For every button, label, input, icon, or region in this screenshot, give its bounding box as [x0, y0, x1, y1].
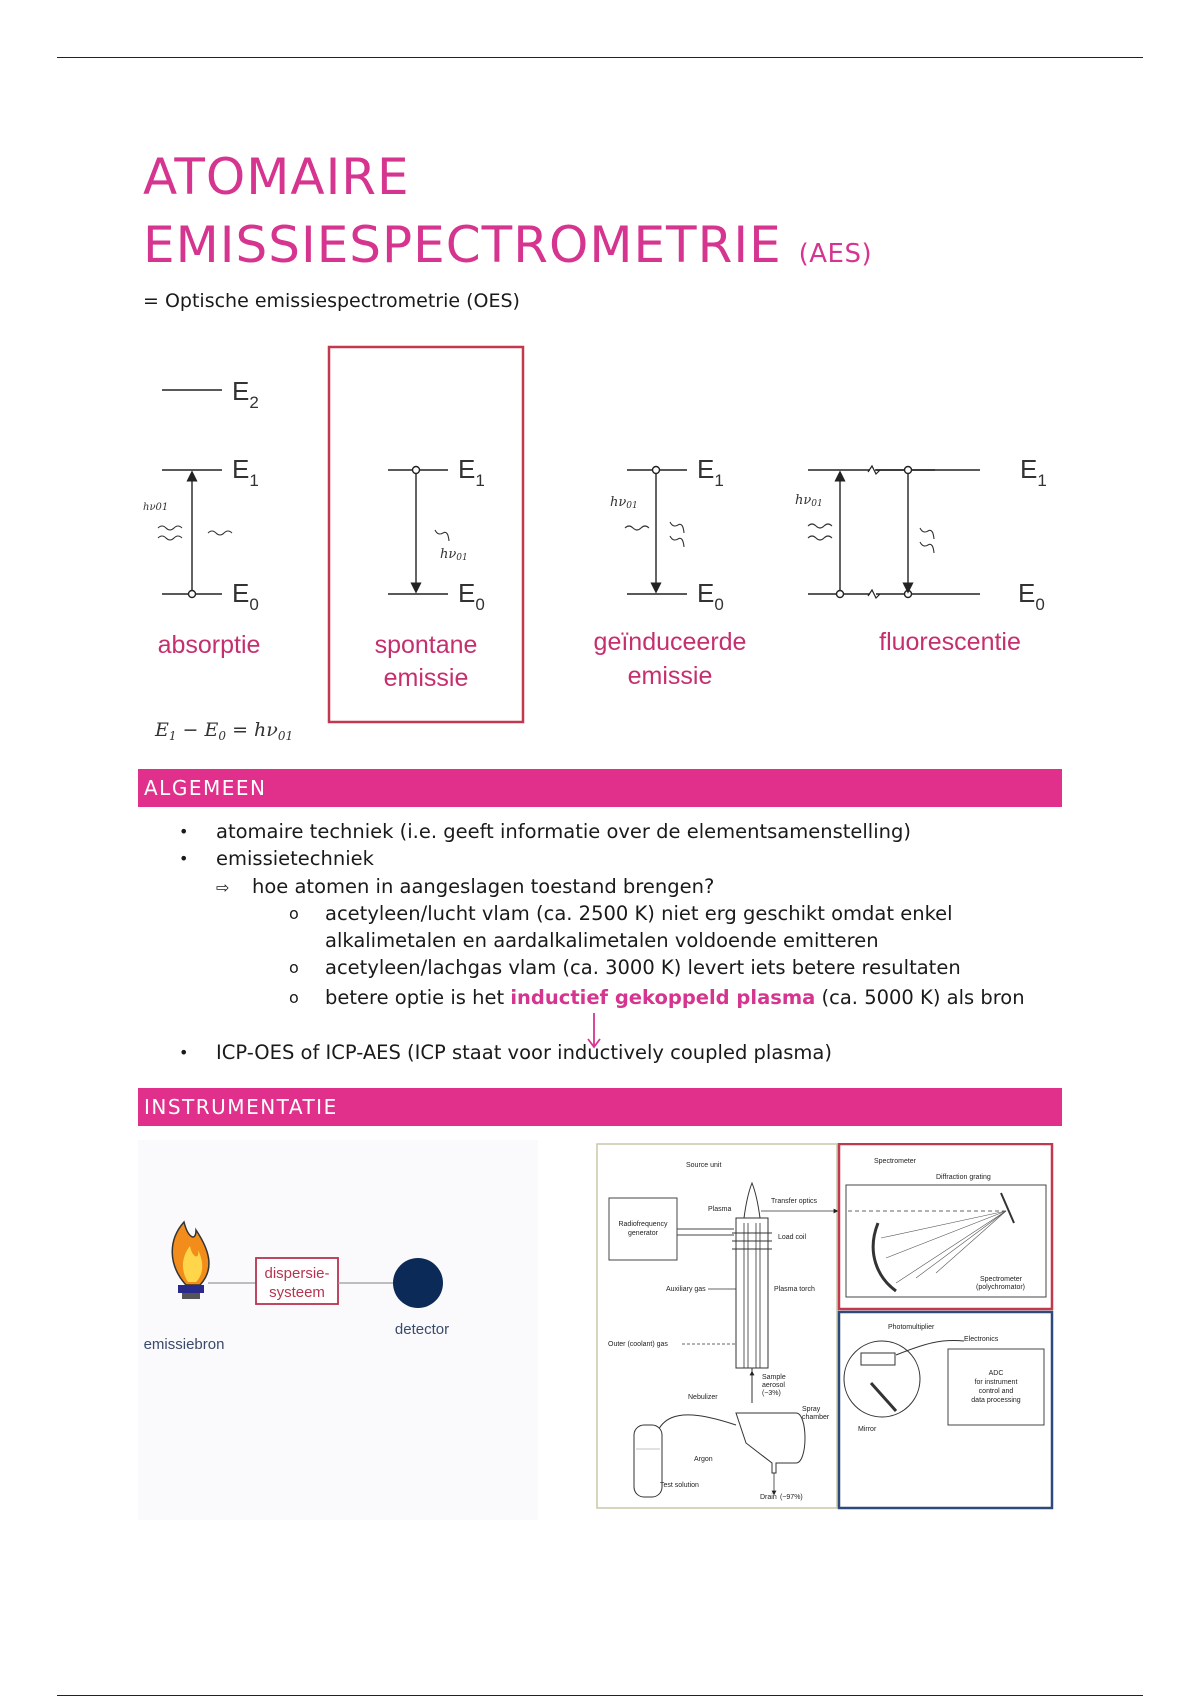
- sub-text-1a: acetyleen/lucht vlam (ca. 2500 K) niet erg geschikt omdat enkel: [325, 902, 953, 925]
- page-title: [143, 143, 872, 288]
- panel-label-fluorescentie: fluorescentie: [879, 628, 1021, 656]
- arrow-symbol: ⇨: [216, 878, 230, 897]
- sub-text-2: acetyleen/lachgas vlam (ca. 3000 K) levert iets betere resultaten: [325, 956, 961, 979]
- panel-geinduceerde-emissie: [594, 454, 747, 690]
- icp-sample-aerosol-3: (~3%): [762, 1390, 781, 1397]
- icp-spectrometer-poly-1: Spectrometer: [980, 1276, 1023, 1283]
- dispersion-label-2: systeem: [269, 1284, 325, 1301]
- bullet-text-3: ICP-OES of ICP-AES (ICP staat voor inductively coupled plasma): [216, 1041, 832, 1064]
- icp-mirror: Mirror: [858, 1426, 877, 1433]
- icp-spray-chamber-2: chamber: [802, 1414, 830, 1421]
- icp-spectrometer: Spectrometer: [874, 1158, 917, 1165]
- icp-nebulizer: Nebulizer: [688, 1394, 718, 1401]
- icp-rf-1: Radiofrequency: [618, 1221, 668, 1228]
- sub-bullet: o: [289, 988, 299, 1007]
- icp-adc-4: data processing: [971, 1397, 1021, 1404]
- level-e2-label: $E_2$: [232, 376, 259, 412]
- detector-label: detector: [394, 1321, 450, 1338]
- arrow-item-text: hoe atomen in aangeslagen toestand brengen?: [252, 875, 715, 898]
- icp-auxiliary-gas: Auxiliary gas: [666, 1286, 706, 1293]
- icp-photomultiplier: Photomultiplier: [888, 1324, 935, 1331]
- icp-test-solution: Test solution: [660, 1482, 699, 1489]
- icp-outer-gas: Outer (coolant) gas: [608, 1341, 668, 1348]
- bottom-rule: [57, 1695, 1143, 1696]
- title-line-2: [143, 211, 872, 288]
- icp-adc-2: for instrument: [974, 1379, 1018, 1386]
- photon-label: hν01: [610, 495, 638, 511]
- panel-label-spontane: spontane: [374, 631, 478, 659]
- photon-label: hν01: [440, 547, 468, 563]
- photon-label: hν01: [143, 502, 169, 513]
- energy-level-diagram: [130, 340, 1070, 750]
- sub3-post: (ca. 5000 K) als bron: [815, 986, 1025, 1009]
- icp-spray-chamber-1: Spray: [802, 1406, 821, 1413]
- level-e0-label: $E_0$: [232, 578, 259, 614]
- icp-adc-1: ADC: [988, 1370, 1004, 1377]
- icp-adc-3: control and: [978, 1388, 1014, 1395]
- icp-load-coil: Load coil: [778, 1234, 807, 1241]
- icp-electronics: Electronics: [964, 1336, 999, 1343]
- bullet: •: [179, 849, 189, 868]
- title-line-1: ATOMAIRE: [143, 148, 410, 206]
- icp-plasma: Plasma: [708, 1206, 732, 1213]
- icp-drain-pct: (~97%): [780, 1494, 803, 1501]
- icp-rf-2: generator: [628, 1230, 658, 1237]
- detector-icon: [393, 1258, 443, 1308]
- section-heading-algemeen: ALGEMEEN: [138, 769, 1062, 807]
- panel-label-emissie: emissie: [383, 664, 469, 692]
- icp-oes-schematic: [596, 1143, 1054, 1511]
- icp-plasma-torch: Plasma torch: [774, 1286, 815, 1293]
- emission-source-label: emissiebron: [143, 1336, 225, 1353]
- level-e0-label: $E_0$: [1018, 578, 1045, 614]
- icp-sample-aerosol-2: aerosol: [762, 1382, 785, 1389]
- level-e1-label: $E_1$: [1020, 454, 1047, 490]
- sub-bullet: o: [289, 904, 299, 923]
- energy-formula: $E_1 - E_0 = h\nu_{01}$: [155, 719, 294, 743]
- level-e1-label: $E_1$: [232, 454, 259, 490]
- highlight-icp: inductief gekoppeld plasma: [510, 986, 816, 1009]
- panel-label-geinduceerde: geïnduceerde: [593, 628, 747, 656]
- level-e0-label: $E_0$: [458, 578, 485, 614]
- icp-spectrometer-poly-2: (polychromator): [976, 1284, 1026, 1291]
- dispersion-label-1: dispersie-: [264, 1265, 330, 1282]
- icp-diffraction-grating: Diffraction grating: [936, 1174, 991, 1181]
- sub-bullet: o: [289, 958, 299, 977]
- section-heading-instrumentatie: INSTRUMENTATIE: [138, 1088, 1062, 1126]
- title-abbr: (AES): [798, 239, 873, 269]
- level-e0-label: $E_0$: [697, 578, 724, 614]
- bullet-text-1: atomaire techniek (i.e. geeft informatie over de elementsamenstelling): [216, 820, 911, 843]
- panel-label-absorptie: absorptie: [157, 631, 261, 659]
- panel-absorptie: [143, 376, 260, 659]
- panel-fluorescentie: [795, 454, 1047, 656]
- icp-drain: Drain: [760, 1494, 777, 1501]
- bullet: •: [179, 1043, 189, 1062]
- level-e1-label: $E_1$: [458, 454, 485, 490]
- icp-transfer-optics: Transfer optics: [771, 1198, 818, 1205]
- bullet: •: [179, 822, 189, 841]
- bullet-text-2: emissietechniek: [216, 847, 374, 870]
- sub-text-1b: alkalimetalen en aardalkalimetalen voldoende emitteren: [325, 929, 879, 952]
- panel-label-emissie-2: emissie: [627, 662, 713, 690]
- top-rule: [57, 57, 1143, 58]
- icp-source-unit: Source unit: [686, 1162, 722, 1169]
- subtitle: = Optische emissiespectrometrie (OES): [143, 290, 520, 312]
- title-main: EMISSIESPECTROMETRIE: [143, 216, 782, 274]
- sub-text-3: [325, 986, 1025, 1009]
- photon-label: hν01: [795, 493, 823, 509]
- sub3-pre: betere optie is het: [325, 986, 511, 1009]
- panel-spontane-emissie: [375, 454, 485, 692]
- level-e1-label: $E_1$: [697, 454, 724, 490]
- icp-sample-aerosol-1: Sample: [762, 1374, 786, 1381]
- icp-argon: Argon: [694, 1456, 713, 1463]
- block-diagram: [138, 1140, 538, 1520]
